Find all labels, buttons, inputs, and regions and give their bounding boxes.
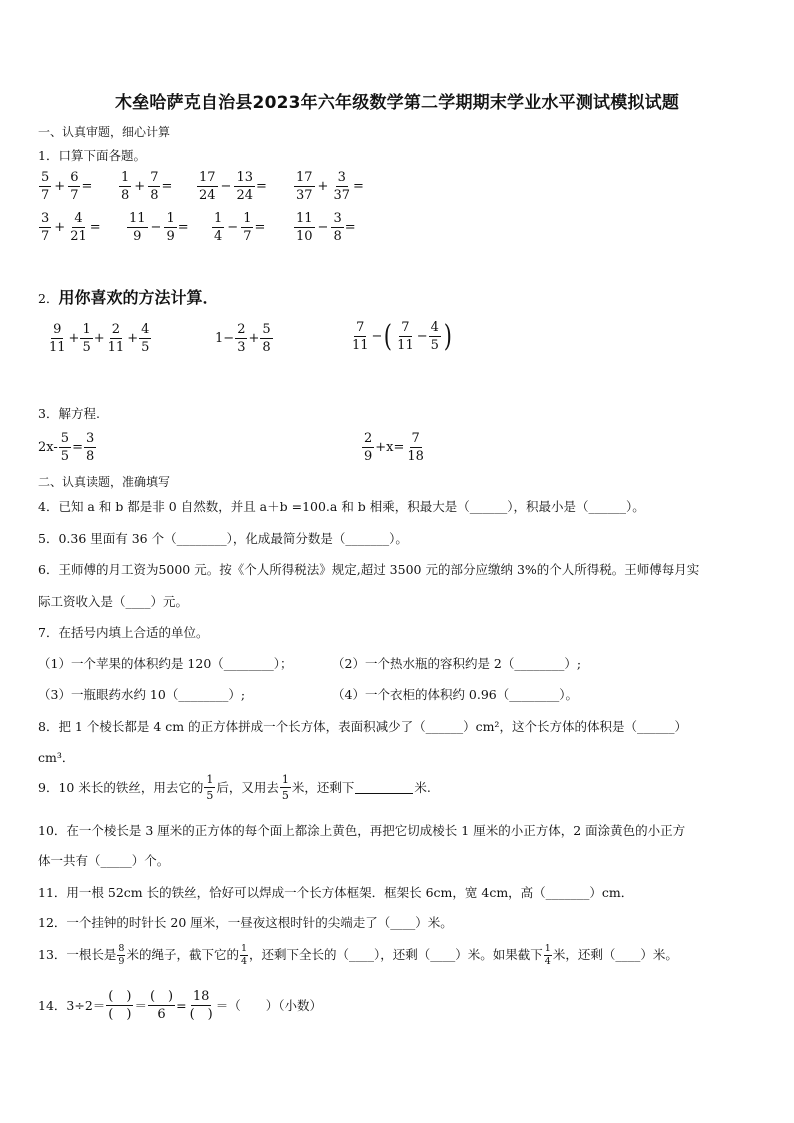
fraction — [68, 171, 80, 202]
math-text: 1 — [544, 943, 551, 954]
math-text: + — [317, 179, 329, 194]
math-text: − — [150, 220, 162, 235]
math-text: 9 — [364, 449, 373, 464]
math-text: 11 — [49, 340, 66, 355]
math-text: = — [353, 179, 364, 194]
math-text: 6 — [70, 170, 79, 185]
fraction — [395, 321, 416, 352]
question-6-line-1: 6．王师傅的月工资为5000 元。按《个人所得税法》规定,超过 3500 元的部分应缴纳 3%的个人所得税。王师傅每月实 — [38, 562, 700, 577]
math-text: 24 — [199, 188, 216, 203]
math-text: +x= — [375, 440, 405, 455]
fraction — [80, 323, 92, 354]
math-text: 11 — [296, 211, 313, 226]
q2-expression-3 — [349, 318, 454, 354]
math-text: = — [254, 220, 266, 235]
math-text: 1 — [206, 773, 214, 786]
math-text: 5 — [281, 789, 289, 802]
math-text: 4 — [430, 320, 439, 335]
math-text: 4 — [544, 955, 551, 967]
section-1-heading: 一、认真审题，细心计算 — [38, 125, 171, 139]
math-text: 8 — [85, 449, 95, 464]
question-12: 12．一个挂钟的时针长 20 厘米，一昼夜这根时针的尖端走了（____）米。 — [38, 915, 453, 930]
math-text: 5 — [41, 170, 50, 185]
q1-row2-item4 — [293, 212, 356, 243]
q1-row1-item1 — [38, 171, 92, 202]
fraction — [119, 171, 131, 202]
math-text: ，还剩下全长的（____），还剩（____）米。如果截下 — [249, 947, 543, 962]
math-text: − — [220, 179, 232, 194]
math-text: 24 — [236, 188, 253, 203]
math-text: 8 — [262, 340, 271, 355]
question-8-line-1: 8．把 1 个棱长都是 4 cm 的正方体拼成一个长方体，表面积减少了（______）cm²，这个长方体的体积是（______） — [38, 719, 687, 734]
question-7-item-1: （1）一个苹果的体积约是 120（________）； — [38, 656, 293, 671]
math-text: − — [317, 220, 329, 235]
math-text: 37 — [333, 188, 350, 203]
q3-equation-2 — [361, 432, 427, 463]
fraction — [260, 323, 272, 354]
question-1 — [38, 148, 146, 164]
math-text: + — [54, 179, 66, 194]
q1-row1-item4 — [293, 171, 364, 202]
fraction — [350, 321, 371, 352]
question-10-line-1: 10．在一个棱长是 3 厘米的正方体的每个面上都涂上黄色，再把它切成棱长 1 厘米的小正方体，2 面涂黄色的小正方 — [38, 823, 686, 838]
fraction — [240, 944, 248, 966]
math-text: 17 — [296, 170, 313, 185]
math-text: 7 — [411, 431, 420, 446]
math-text: 3 — [237, 340, 246, 355]
math-text: 18 — [407, 449, 424, 464]
question-2 — [38, 285, 218, 308]
math-text: 5 — [206, 789, 214, 802]
math-text: 8 — [121, 188, 130, 203]
math-text: 1 — [243, 211, 252, 226]
question-7-stem: 7．在括号内填上合适的单位。 — [38, 625, 209, 640]
math-text: 7 — [41, 229, 50, 244]
question-7-item-4: （4）一个衣柜的体积约 0.96（________）。 — [332, 687, 579, 702]
fraction — [235, 323, 247, 354]
q1-row1-item2 — [118, 171, 172, 202]
math-text: 7 — [401, 320, 410, 335]
q9-answer-blank[interactable] — [355, 781, 413, 794]
math-text: 9 — [166, 229, 175, 244]
fraction — [106, 323, 127, 354]
math-text: = — [72, 440, 83, 455]
math-text: 5 — [60, 431, 70, 446]
math-text: = — [256, 179, 267, 194]
math-text: ( ) — [108, 989, 132, 1004]
math-text: 14．3÷2＝ — [38, 997, 106, 1013]
question-10-line-2: 体一共有（_____）个。 — [38, 853, 170, 868]
math-text: 21 — [70, 229, 87, 244]
math-text: 11 — [352, 338, 369, 353]
math-text: 8 — [150, 188, 159, 203]
math-text: 米，还剩（____）米。 — [552, 947, 678, 962]
math-text: 1 — [215, 331, 224, 346]
math-text: 3 — [41, 211, 50, 226]
math-text: ( ) — [149, 989, 174, 1004]
math-text: 5 — [141, 340, 150, 355]
math-text: 11 — [397, 338, 414, 353]
q2-expression-2 — [215, 323, 274, 354]
fraction — [117, 944, 125, 966]
math-text: 37 — [296, 188, 313, 203]
page-title: 木垒哈萨克自治县2023年六年级数学第二学期期末学业水平测试模拟试题 — [114, 93, 680, 113]
math-text: 3 — [85, 431, 95, 446]
math-text: 11 — [129, 211, 146, 226]
math-text: + — [68, 331, 80, 346]
fraction — [204, 774, 215, 801]
question-3 — [38, 406, 100, 422]
math-text: 后，又用去 — [216, 779, 279, 795]
q1-row2-item2 — [126, 212, 189, 243]
fraction — [197, 171, 218, 202]
math-text: = — [81, 179, 93, 194]
math-text: 11 — [107, 340, 125, 355]
fraction — [106, 990, 133, 1021]
fraction — [331, 171, 352, 202]
math-text: 米的绳子，截下它的 — [126, 947, 239, 962]
question-9 — [38, 774, 431, 801]
math-text: 5 — [60, 449, 70, 464]
math-text: + — [54, 220, 66, 235]
fraction — [362, 432, 374, 463]
math-text: 米，还剩下 — [291, 779, 355, 795]
question-4: 4．已知 a 和 b 都是非 0 自然数，并且 a＋b =100.a 和 b 相乘，积最大是（______），积最小是（______）。 — [38, 499, 645, 514]
fraction — [212, 212, 224, 243]
math-text: 7 — [70, 188, 79, 203]
fraction — [68, 212, 89, 243]
question-11: 11．用一根 52cm 长的铁丝，恰好可以焊成一个长方体框架．框架长 6cm，宽 4cm，高（_______）cm． — [38, 885, 634, 900]
question-8-line-2: cm³． — [38, 750, 75, 765]
math-text: 2 — [364, 431, 373, 446]
math-text: ) — [443, 318, 452, 354]
question-number: 3． — [38, 406, 59, 421]
math-text: ( ) — [108, 1007, 132, 1022]
fraction — [331, 212, 343, 243]
question-number: 2． — [38, 291, 59, 306]
math-text: 3 — [333, 211, 342, 226]
math-text: 4 — [74, 211, 83, 226]
math-text: = — [161, 179, 173, 194]
fraction — [544, 944, 552, 966]
math-text: 9 — [118, 955, 125, 967]
math-text: 7 — [243, 229, 252, 244]
fraction — [127, 212, 148, 243]
math-text: + — [134, 179, 146, 194]
math-text: 13．一根长是 — [38, 947, 117, 962]
q1-row2-item3 — [211, 212, 265, 243]
math-text: 2 — [111, 322, 121, 337]
fraction — [164, 212, 176, 243]
fraction — [39, 171, 51, 202]
fraction — [234, 171, 255, 202]
math-text: 3 — [337, 170, 346, 185]
math-text: 9 — [133, 229, 142, 244]
math-text: 8 — [118, 943, 125, 954]
question-text: 解方程. — [58, 406, 100, 421]
math-text: 8 — [333, 229, 342, 244]
math-text: 1 — [281, 773, 289, 786]
math-text: 4 — [214, 229, 223, 244]
math-text: = — [177, 220, 189, 235]
question-text: 用你喜欢的方法计算． — [58, 288, 219, 307]
question-5: 5．0.36 里面有 36 个（________），化成最简分数是（_______）。 — [38, 531, 408, 546]
question-6-line-2: 际工资收入是（____）元。 — [38, 594, 189, 609]
math-text: 4 — [240, 955, 248, 967]
fraction — [59, 432, 71, 463]
math-text: 17 — [199, 170, 216, 185]
question-7-item-3: （3）一瓶眼药水约 10（________）; — [38, 687, 246, 702]
q1-row2-item1 — [38, 212, 101, 243]
math-text: 7 — [356, 320, 365, 335]
math-text: 1 — [82, 322, 91, 337]
question-number: 1． — [38, 148, 59, 163]
fraction — [294, 171, 315, 202]
fraction — [429, 321, 441, 352]
fraction — [241, 212, 253, 243]
math-text: − — [416, 329, 428, 344]
q2-expression-1 — [46, 323, 152, 354]
math-text: ( — [384, 318, 393, 354]
math-text: + — [127, 331, 139, 346]
math-text: 13 — [236, 170, 253, 185]
math-text: 9．10 米长的铁丝，用去它的 — [38, 779, 204, 795]
math-text: 米. — [414, 779, 431, 795]
math-text: 5 — [430, 338, 439, 353]
fraction — [405, 432, 426, 463]
math-text: + — [248, 331, 260, 346]
fraction — [148, 990, 175, 1021]
math-text: = — [344, 220, 356, 235]
section-2-heading: 二、认真读题，准确填写 — [38, 475, 171, 489]
math-text: = — [176, 997, 187, 1013]
math-text: 1 — [166, 211, 175, 226]
math-text: + — [93, 331, 105, 346]
math-text: 10 — [296, 229, 313, 244]
math-text: ＝（ ）（小数） — [215, 997, 323, 1013]
math-text: 7 — [41, 188, 50, 203]
math-text: − — [227, 220, 239, 235]
fraction — [39, 212, 51, 243]
math-text: 7 — [150, 170, 159, 185]
math-text: 2x- — [38, 440, 58, 455]
math-text: ＝ — [134, 997, 147, 1013]
math-text: − — [371, 329, 383, 344]
math-text: 5 — [82, 340, 91, 355]
q1-row1-item3 — [196, 171, 267, 202]
math-text: − — [223, 331, 235, 346]
math-text: 2 — [237, 322, 246, 337]
math-text: 18 — [192, 989, 210, 1004]
math-text: ( ) — [189, 1007, 213, 1022]
math-text: 5 — [262, 322, 271, 337]
math-text: 1 — [240, 943, 248, 954]
math-text: 4 — [141, 322, 150, 337]
fraction — [294, 212, 315, 243]
math-text: 1 — [214, 211, 223, 226]
fraction — [84, 432, 96, 463]
fraction — [188, 990, 215, 1021]
math-text: = — [89, 220, 101, 235]
fraction — [280, 774, 291, 801]
fraction — [148, 171, 160, 202]
math-text: 1 — [121, 170, 130, 185]
fraction — [139, 323, 151, 354]
question-13 — [38, 944, 678, 966]
question-14 — [38, 990, 322, 1021]
fraction — [47, 323, 68, 354]
question-7-item-2: （2）一个热水瓶的容积约是 2（________）; — [332, 656, 582, 671]
math-text: 9 — [53, 322, 62, 337]
math-text: 6 — [157, 1007, 166, 1022]
q3-equation-1 — [38, 432, 97, 463]
question-text: 口算下面各题。 — [58, 148, 146, 163]
